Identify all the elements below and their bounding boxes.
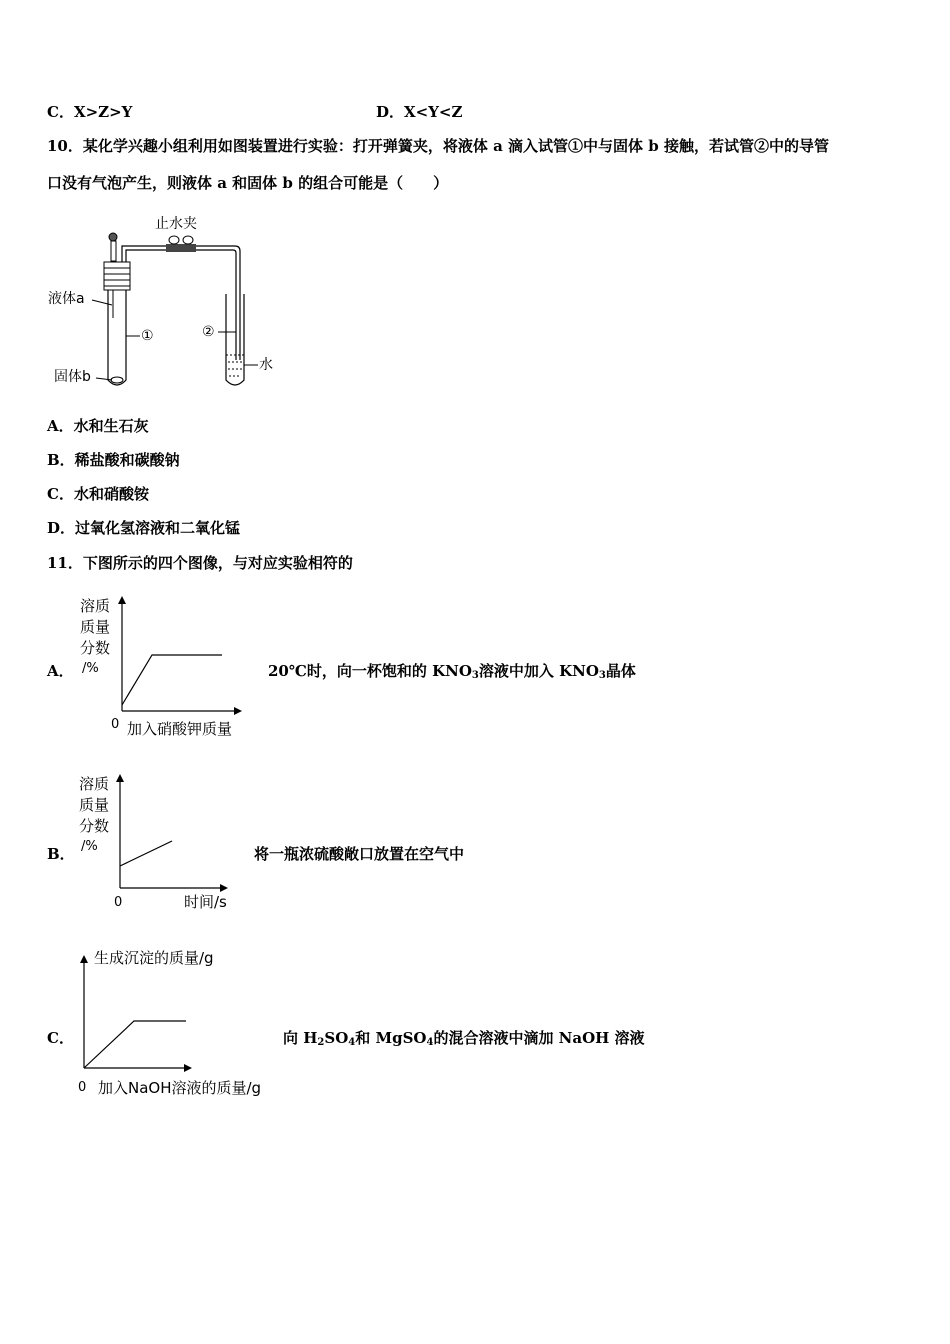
graph-b-ylabel-4: /% [81, 839, 98, 854]
graph-b-plot [108, 772, 233, 897]
graph-c-plot [72, 950, 202, 1075]
graph-a-ylabel-4: /% [82, 661, 99, 676]
tube2-label: ② [202, 324, 215, 340]
graph-c-xlabel: 加入NaOH溶液的质量/g [98, 1079, 262, 1097]
q11-stem: 11．下图所示的四个图像，与对应实验相符的 [47, 554, 353, 572]
graph-a-origin: 0 [111, 717, 120, 732]
solid-b-label: 固体b [54, 369, 91, 385]
graph-a-ylabel-2: 质量 [80, 618, 111, 636]
q11-option-c-label: C． [47, 1029, 74, 1047]
water-label: 水 [259, 357, 273, 373]
clamp-label: 止水夹 [155, 216, 197, 232]
q9-option-c: C．X>Z>Y [47, 103, 133, 121]
graph-c-origin: 0 [78, 1080, 87, 1095]
graph-c-ylabel: 生成沉淀的质量/g [94, 949, 214, 967]
tube1-label: ① [141, 328, 154, 344]
graph-a-xlabel: 加入硝酸钾质量 [127, 720, 233, 738]
q10-option-b: B．稀盐酸和碳酸钠 [47, 451, 180, 469]
graph-b-origin: 0 [114, 895, 123, 910]
q10-option-d: D．过氧化氢溶液和二氧化锰 [47, 519, 241, 537]
graph-b-ylabel-1: 溶质 [79, 775, 110, 793]
q10-stem-line1: 10．某化学兴趣小组利用如图装置进行实验：打开弹簧夹，将液体 a 滴入试管①中与固体 b 接触，若试管②中的导管 [47, 137, 829, 155]
graph-a-description: 20℃时，向一杯饱和的 $KNO_3$溶液中加入 $KNO_3$晶体 [268, 662, 636, 681]
q9-option-d: D．X<Y<Z [376, 103, 463, 121]
graph-a-ylabel-1: 溶质 [80, 597, 111, 615]
q10-option-a: A．水和生石灰 [47, 417, 149, 435]
graph-b-ylabel-2: 质量 [79, 796, 110, 814]
q11-option-a-label: A． [47, 662, 74, 680]
graph-a-plot [110, 595, 245, 720]
graph-c-description: 向 $H_2SO_4$和 MgSO$_4$的混合溶液中滴加 NaOH 溶液 [283, 1029, 645, 1048]
graph-b-ylabel-3: 分数 [79, 817, 110, 835]
q11-option-b-label: B． [47, 845, 75, 863]
graph-b-xlabel: 时间/s [184, 893, 227, 911]
q10-option-c: C．水和硝酸铵 [47, 485, 149, 503]
q10-stem-line2: 口没有气泡产生，则液体 a 和固体 b 的组合可能是（ ） [47, 174, 449, 192]
graph-a-ylabel-3: 分数 [80, 639, 111, 657]
liquid-a-label: 液体a [48, 291, 85, 307]
graph-b-description: 将一瓶浓硫酸敞口放置在空气中 [254, 845, 465, 863]
